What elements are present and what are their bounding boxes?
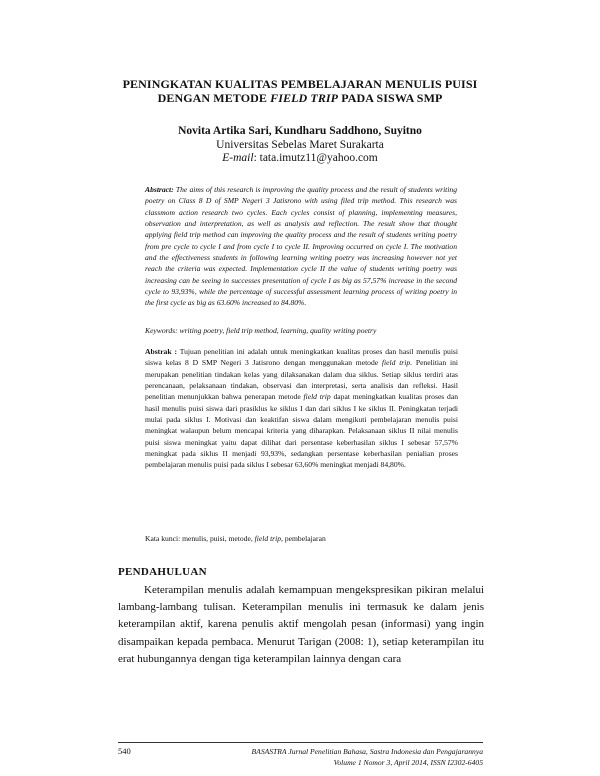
email-label: E-mail: [222, 152, 254, 164]
keywords-indonesian-pre: Kata kunci: menulis, puisi, metode,: [145, 534, 255, 543]
keywords-english: Keywords: writing poetry, field trip method, learning, quality writing poetry: [145, 326, 377, 335]
author-email: [100, 152, 500, 166]
abstract-english: [145, 184, 457, 309]
abstract-indonesian-italic-1: field trip: [381, 358, 411, 368]
title-line-2-post: PADA SISWA SMP: [338, 91, 443, 105]
author-names: Novita Artika Sari, Kundharu Saddhono, Suyitno: [178, 125, 422, 137]
keywords-indonesian-post: , pembelajaran: [281, 534, 326, 543]
abstract-english-label: Abstract:: [145, 185, 174, 194]
abstract-indonesian-part-2: . Penelitian ini merupakan penelitian tindakan kelas yang dilaksanakan dalam dua siklus. Setiap siklus terdiri atas perencanaan, pelaksanaan tindakan, observasi dan interpretasi, serta analisis dan refleksi. Hasil penelitian menunjukkan bahwa penerapan metode: [145, 358, 458, 402]
abstract-english-text: The aims of this research is improving the quality process and the result of students writing poetry on Class 8 D of SMP Negeri 3 Jatisrono with using filed trip method. This research was classmom action research two cycles. Each cycles consist of planning, implementing measures, observation and interpretation, as well as analysis and reflection. The result show that thought applying field trip method can improving the quality process and the result of students writing poetry from pre cycle to cycle I and from cycle I to cycle II. Improving occurred on cycle I. The motivation and the effectiveness students in following learning writing poetry was increasing however not yet reach the criteria was expected. Implementation cycle II the value of students writing poetry was increasing can be seeing in successes presentation of cycle I as big as 57,57% increase in the second cycle to 93,93%, while the percentage of successful assessment learning process of writing poetry in the first cycle as big as 63.60% increased to 84.80%.: [145, 185, 457, 308]
journal-citation: [143, 746, 483, 768]
title-line-2: [100, 91, 500, 105]
abstract-indonesian-part-1: Tujuan penelitian ini adalah untuk meningkatkan kualitas proses dan hasil menulis puisi siswa kelas 8 D SMP Negeri 3 Jatisrono dengan menggunakan metode: [145, 347, 458, 368]
title-line-2-italic: FIELD TRIP: [270, 91, 339, 105]
keywords-indonesian-italic: field trip: [254, 534, 282, 543]
section-body: [118, 582, 484, 668]
title-line-2-pre: DENGAN METODE: [157, 91, 271, 105]
abstract-indonesian-label: Abstrak :: [145, 347, 177, 356]
abstract-indonesian: [145, 346, 458, 471]
abstract-indonesian-part-3: dapat meningkatkan kualitas proses dan hasil menulis puisi siswa dari prasiklus ke siklus I dan dari siklus I ke siklus II. Peningkatan terjadi mulai pada siklus I. Motivasi dan keaktifan siswa dalam mengikuti pembelajaran menulis puisi meningkat walaupun belum mencapai kriteria yang diharapkan. Pelaksanaan siklus II nilai menulis puisi siswa meningkat yaitu dapat dilihat dari persentase keberhasilan siklus I sebesar 57,57% meningkat pada siklus II menjadi 93,93%, sedangkan persentase keberhasilan penialian proses pembelajaran menulis puisi pada siklus I sebesar 63,60% meningkat menjadi 84,80%.: [145, 392, 458, 470]
email-value: : tata.imutz11@yahoo.com: [253, 152, 378, 164]
journal-line-2: Volume 1 Nomor 3, April 2014, ISSN I2302-6405: [333, 758, 483, 767]
author-block: [100, 125, 500, 166]
section-heading: PENDAHULUAN: [118, 566, 207, 578]
page-number: 540: [118, 746, 131, 756]
footer-divider: [118, 742, 483, 743]
journal-line-1: BASASTRA Jurnal Penelitian Bahasa, Sastra Indonesia dan Pengajarannya: [251, 747, 483, 756]
paper-title: [100, 77, 500, 105]
body-paragraph: Keterampilan menulis adalah kemampuan mengekspresikan pikiran melalui lambang-lambang tulisan. Keterampilan menulis ini termasuk ke dalam jenis keterampilan aktif, karena penulis aktif mengolah pesan (informasi) yang ingin disampaikan kepada pembaca. Menurut Tarigan (2008: 1), setiap keterampilan itu erat hubungannya dengan tiga keterampilan lainnya dengan cara: [118, 584, 484, 665]
keywords-indonesian: [145, 533, 465, 544]
abstract-indonesian-italic-2: field trip: [303, 392, 331, 402]
author-affiliation: Universitas Sebelas Maret Surakarta: [216, 138, 384, 151]
title-line-1: PENINGKATAN KUALITAS PEMBELAJARAN MENULIS PUISI: [122, 77, 478, 91]
